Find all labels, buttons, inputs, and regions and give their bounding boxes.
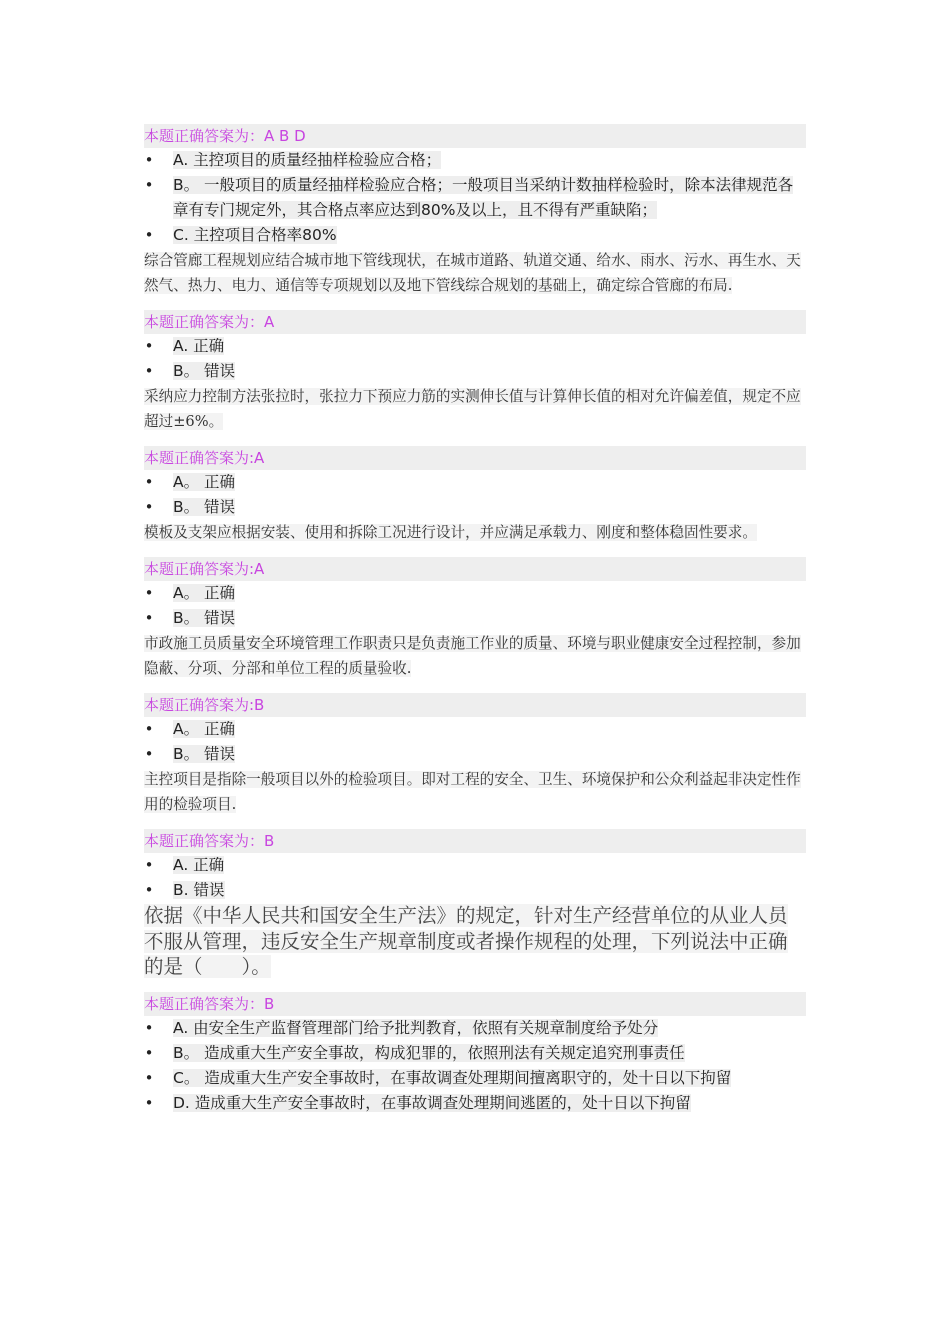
option-item: • A. 正确 <box>144 334 806 359</box>
option-item: • C. 主控项目合格率80% <box>144 223 806 248</box>
option-item: • A. 主控项目的质量经抽样检验应合格； <box>144 148 806 173</box>
question-block <box>144 446 806 545</box>
option-item: • B。 错误 <box>144 495 806 520</box>
bullet-icon: • <box>144 498 154 516</box>
bullet-icon: • <box>144 1068 154 1087</box>
bullet-icon: • <box>144 176 154 194</box>
option-item: • B。 错误 <box>144 606 806 631</box>
option-list <box>144 470 806 520</box>
bullet-icon: • <box>144 1093 154 1112</box>
option-item: • A. 正确 <box>144 853 806 878</box>
bullet-icon: • <box>144 856 154 874</box>
bullet-icon: • <box>144 473 154 491</box>
option-list <box>144 148 806 248</box>
option-item: • A. 由安全生产监督管理部门给予批判教育，依照有关规章制度给予处分 <box>144 1016 806 1041</box>
answer-line: 本题正确答案为：A <box>144 310 806 334</box>
bullet-icon: • <box>144 362 154 380</box>
bullet-icon: • <box>144 881 154 899</box>
answer-line: 本题正确答案为:B <box>144 693 806 717</box>
question-block <box>144 557 806 681</box>
question-block <box>144 992 806 1116</box>
question-text: 依据《中华人民共和国安全生产法》的规定，针对生产经营单位的从业人员不服从管理，违反安全生产规章制度或者操作规程的处理，下列说法中正确的是（ ）。 <box>144 904 788 978</box>
bullet-icon: • <box>144 226 154 244</box>
bullet-icon: • <box>144 745 154 763</box>
answer-line: 本题正确答案为：A B D <box>144 124 806 148</box>
bullet-icon: • <box>144 720 154 738</box>
question-block <box>144 693 806 817</box>
answer-line: 本题正确答案为：B <box>144 992 806 1016</box>
question-block <box>144 124 806 298</box>
question-text: 综合管廊工程规划应结合城市地下管线现状，在城市道路、轨道交通、给水、雨水、污水、再生水、天然气、热力、电力、通信等专项规划以及地下管线综合规划的基础上，确定综合管廊的布局. <box>144 252 801 294</box>
option-item: • B。 造成重大生产安全事故，构成犯罪的，依照刑法有关规定追究刑事责任 <box>144 1041 806 1066</box>
option-item: • A。 正确 <box>144 581 806 606</box>
answer-line: 本题正确答案为:A <box>144 557 806 581</box>
bullet-icon: • <box>144 609 154 627</box>
option-item: • B。 错误 <box>144 742 806 767</box>
option-list <box>144 853 806 903</box>
option-item: • A。 正确 <box>144 470 806 495</box>
option-item: • D. 造成重大生产安全事故时，在事故调查处理期间逃匿的，处十日以下拘留 <box>144 1091 806 1116</box>
question-text: 市政施工员质量安全环境管理工作职责只是负责施工作业的质量、环境与职业健康安全过程控制，参加隐蔽、分项、分部和单位工程的质量验收. <box>144 635 801 677</box>
bullet-icon: • <box>144 151 154 169</box>
question-text: 采纳应力控制方法张拉时，张拉力下预应力筋的实测伸长值与计算伸长值的相对允许偏差值，规定不应超过±6%。 <box>144 388 801 430</box>
bullet-icon: • <box>144 337 154 355</box>
option-item: • B。 错误 <box>144 359 806 384</box>
option-list <box>144 334 806 384</box>
option-item: • A。 正确 <box>144 717 806 742</box>
question-text: 模板及支架应根据安装、使用和拆除工况进行设计，并应满足承载力、刚度和整体稳固性要求。 <box>144 524 757 541</box>
option-item: • B。 一般项目的质量经抽样检验应合格；一般项目当采纳计数抽样检验时，除本法律规范各章有专门规定外，其合格点率应达到80%及以上，且不得有严重缺陷； <box>144 173 806 223</box>
option-list <box>144 581 806 631</box>
bullet-icon: • <box>144 1043 154 1062</box>
bullet-icon: • <box>144 584 154 602</box>
document-body <box>144 124 806 1116</box>
option-item: • B. 错误 <box>144 878 806 903</box>
answer-line: 本题正确答案为：B <box>144 829 806 853</box>
bullet-icon: • <box>144 1018 154 1037</box>
question-block <box>144 829 806 980</box>
option-list <box>144 1016 806 1116</box>
option-item: • C。 造成重大生产安全事故时，在事故调查处理期间擅离职守的，处十日以下拘留 <box>144 1066 806 1091</box>
option-list <box>144 717 806 767</box>
question-text: 主控项目是指除一般项目以外的检验项目。即对工程的安全、卫生、环境保护和公众利益起非决定性作用的检验项目. <box>144 771 801 813</box>
question-block <box>144 310 806 434</box>
answer-line: 本题正确答案为:A <box>144 446 806 470</box>
